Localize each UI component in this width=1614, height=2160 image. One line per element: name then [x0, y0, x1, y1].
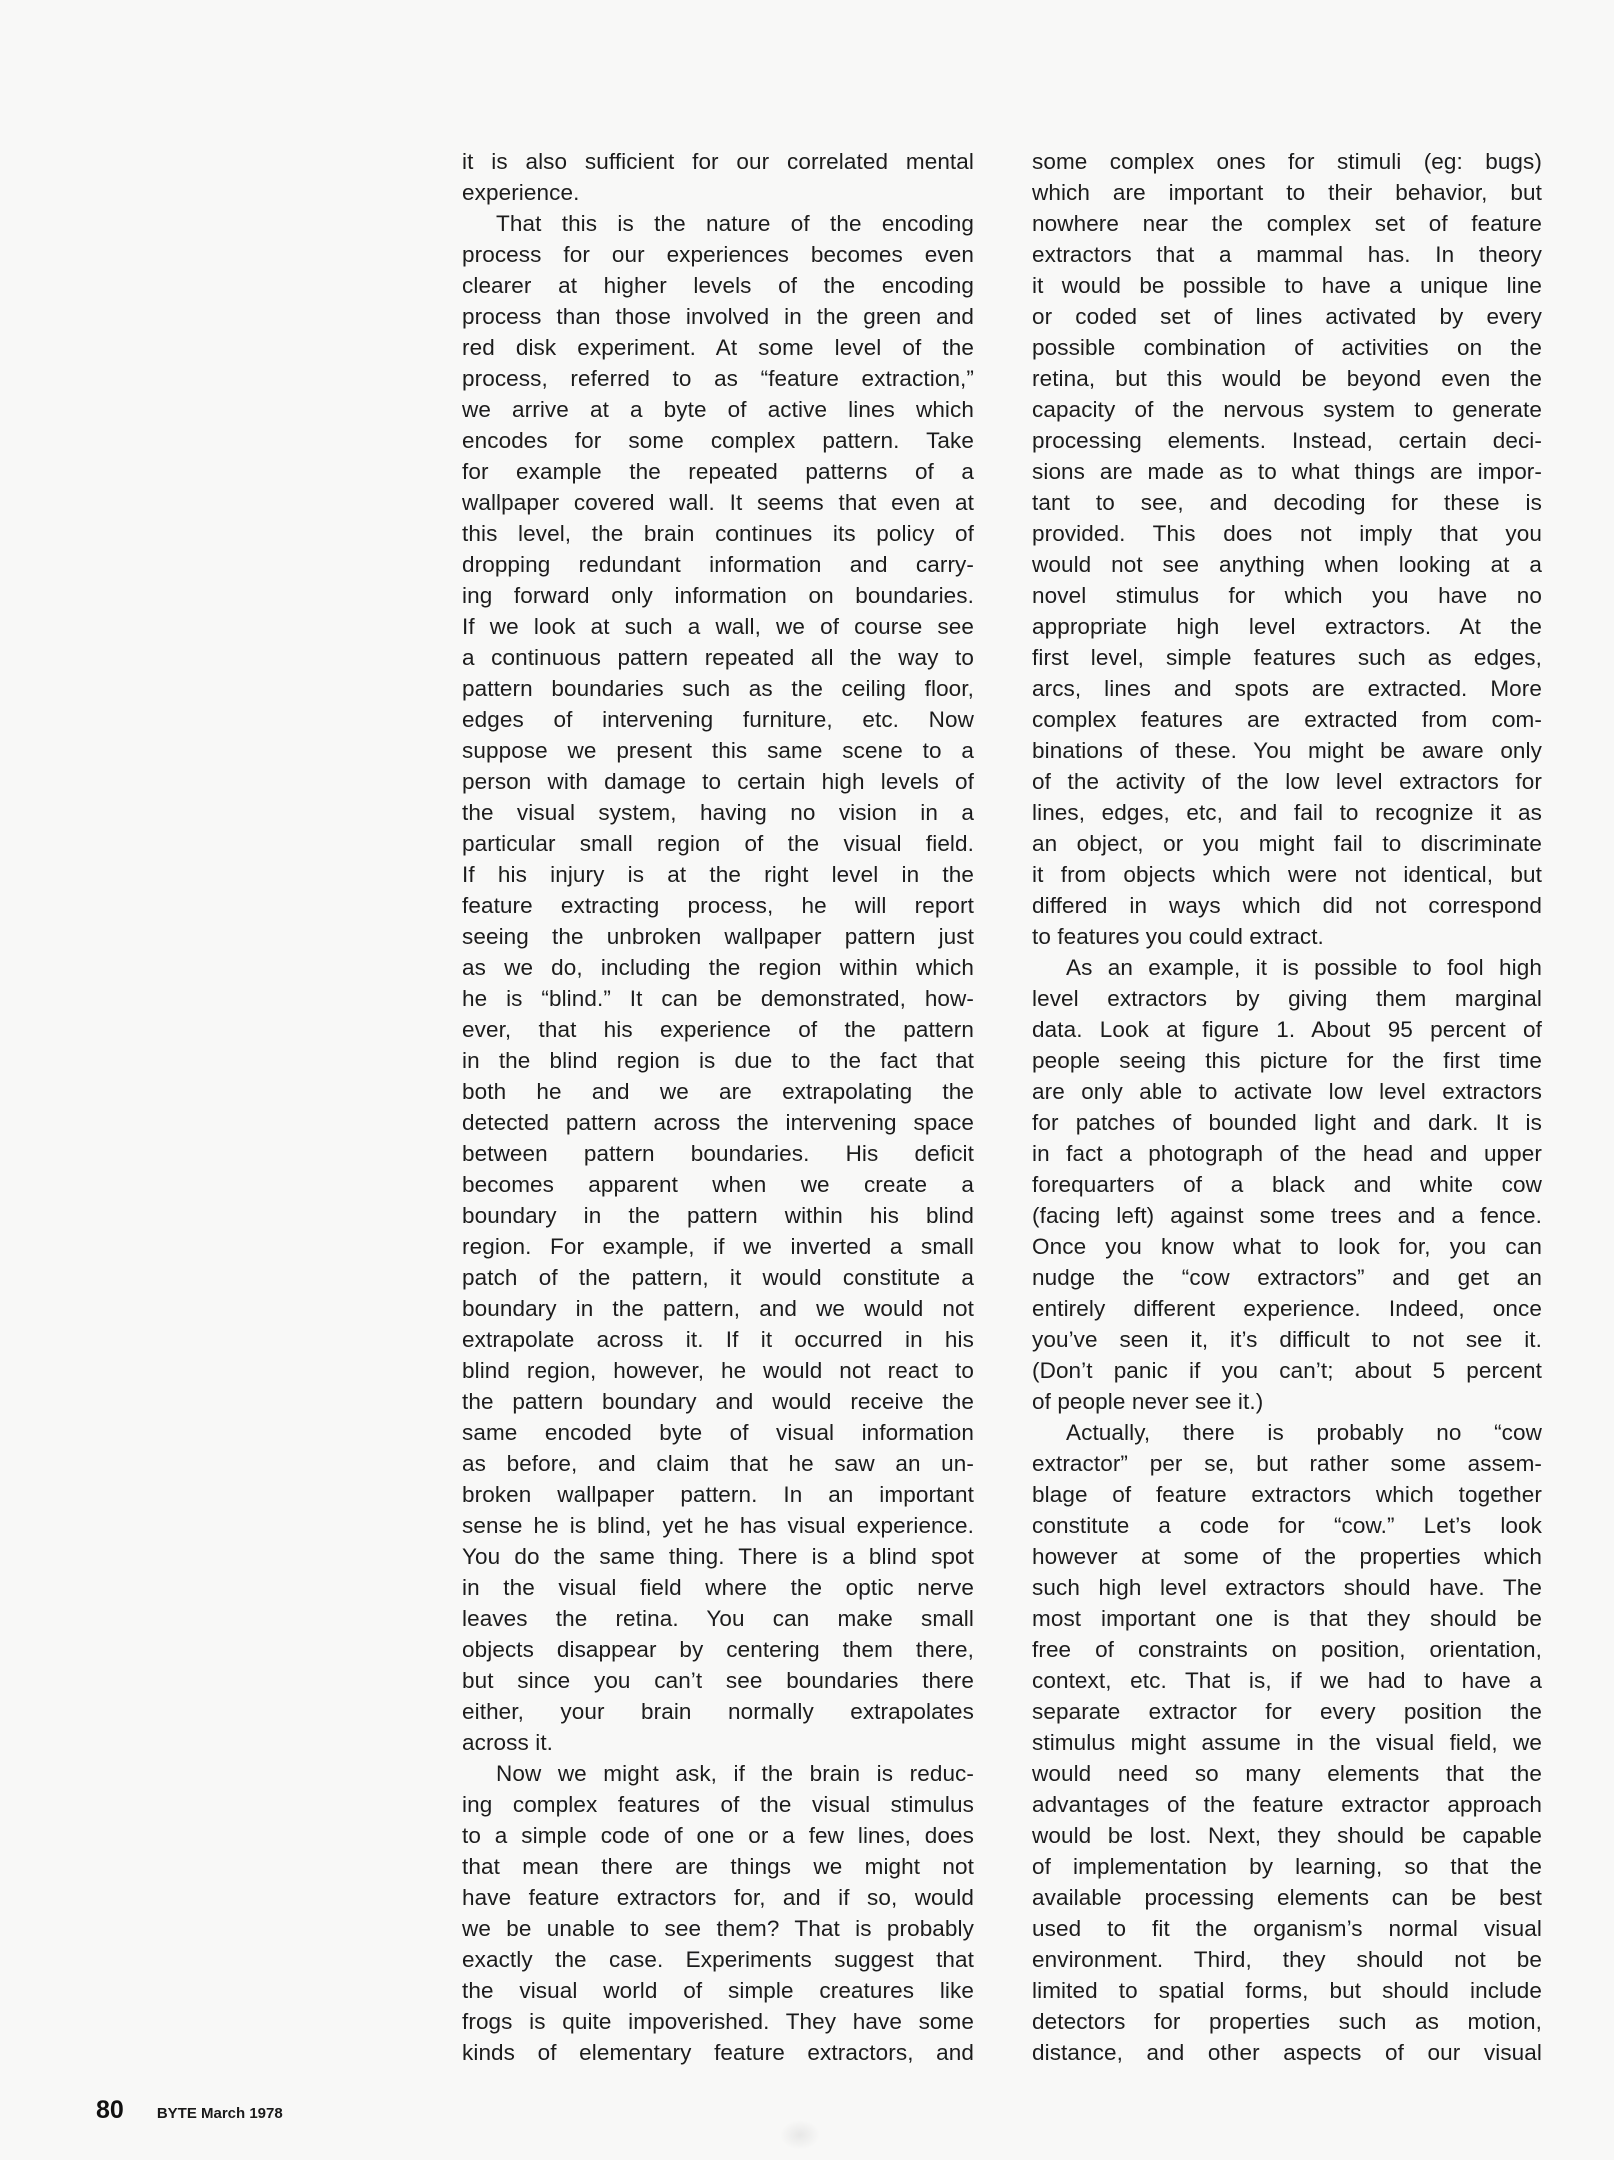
text-line: processing elements. Instead, certain deci- — [1032, 428, 1542, 453]
text-line: this level, the brain continues its policy of — [462, 521, 974, 546]
text-line: retina, but this would be beyond even the — [1032, 366, 1542, 391]
text-column-right — [1032, 146, 1542, 2068]
text-line: separate extractor for every position the — [1032, 1699, 1542, 1724]
text-line: sions are made as to what things are impor- — [1032, 459, 1542, 484]
text-line: the pattern boundary and would receive the — [462, 1389, 974, 1414]
text-line: As an example, it is possible to fool high — [1066, 955, 1542, 980]
text-line: it is also sufficient for our correlated mental — [462, 149, 974, 174]
text-line: for patches of bounded light and dark. It is — [1032, 1110, 1542, 1135]
text-line: If his injury is at the right level in the — [462, 862, 974, 887]
text-line: of the activity of the low level extractors for — [1032, 769, 1542, 794]
text-column-left — [462, 146, 974, 2068]
text-line: binations of these. You might be aware only — [1032, 738, 1542, 763]
text-line: particular small region of the visual field. — [462, 831, 974, 856]
text-line: context, etc. That is, if we had to have a — [1032, 1668, 1542, 1693]
text-line: you’ve seen it, it’s difficult to not see it. — [1032, 1327, 1542, 1352]
text-line: capacity of the nervous system to generate — [1032, 397, 1542, 422]
text-line: same encoded byte of visual information — [462, 1420, 974, 1445]
text-line: Actually, there is probably no “cow — [1066, 1420, 1542, 1445]
text-line: blind region, however, he would not react to — [462, 1358, 974, 1383]
text-line: detectors for properties such as motion, — [1032, 2009, 1542, 2034]
text-line: of people never see it.) — [1032, 1389, 1264, 1414]
text-line: level extractors by giving them marginal — [1032, 986, 1542, 1011]
text-line: the visual world of simple creatures like — [462, 1978, 974, 2003]
text-line: most important one is that they should be — [1032, 1606, 1542, 1631]
page-number: 80 — [96, 2096, 124, 2124]
text-line: differed in ways which did not correspond — [1032, 893, 1542, 918]
text-line: You do the same thing. There is a blind spot — [462, 1544, 974, 1569]
text-line: available processing elements can be best — [1032, 1885, 1542, 1910]
text-line: we arrive at a byte of active lines which — [462, 397, 974, 422]
text-line: dropping redundant information and carry- — [462, 552, 974, 577]
text-line: lines, edges, etc, and fail to recognize it as — [1032, 800, 1542, 825]
text-line: exactly the case. Experiments suggest that — [462, 1947, 974, 1972]
text-line: as before, and claim that he saw an un- — [462, 1451, 974, 1476]
text-line: (facing left) against some trees and a fence. — [1032, 1203, 1542, 1228]
text-line: across it. — [462, 1730, 554, 1755]
text-line: which are important to their behavior, but — [1032, 180, 1542, 205]
text-line: process than those involved in the green and — [462, 304, 974, 329]
text-line: are only able to activate low level extractors — [1032, 1079, 1542, 1104]
text-line: in the blind region is due to the fact that — [462, 1048, 974, 1073]
text-line: have feature extractors for, and if so, would — [462, 1885, 974, 1910]
text-line: pattern boundaries such as the ceiling floor, — [462, 676, 974, 701]
text-line: feature extracting process, he will report — [462, 893, 974, 918]
text-line: detected pattern across the intervening space — [462, 1110, 974, 1135]
text-line: ever, that his experience of the pattern — [462, 1017, 974, 1042]
text-line: experience. — [462, 180, 580, 205]
text-line: free of constraints on position, orientation, — [1032, 1637, 1542, 1662]
text-line: broken wallpaper pattern. In an important — [462, 1482, 974, 1507]
text-line: would be lost. Next, they should be capable — [1032, 1823, 1542, 1848]
text-line: constitute a code for “cow.” Let’s look — [1032, 1513, 1542, 1538]
text-line: boundary in the pattern, and we would not — [462, 1296, 974, 1321]
text-line: it from objects which were not identical, but — [1032, 862, 1542, 887]
text-line: extractor” per se, but rather some assem- — [1032, 1451, 1542, 1476]
text-line: nudge the “cow extractors” and get an — [1032, 1265, 1542, 1290]
text-line: provided. This does not imply that you — [1032, 521, 1542, 546]
text-line: process, referred to as “feature extraction,” — [462, 366, 974, 391]
text-line: an object, or you might fail to discriminate — [1032, 831, 1542, 856]
text-line: for example the repeated patterns of a — [462, 459, 974, 484]
text-line: sense he is blind, yet he has visual experience. — [462, 1513, 974, 1538]
text-line: to a simple code of one or a few lines, does — [462, 1823, 974, 1848]
publication-info: BYTE March 1978 — [156, 2105, 283, 2122]
text-line: tant to see, and decoding for these is — [1032, 490, 1542, 515]
text-line: between pattern boundaries. His deficit — [462, 1141, 974, 1166]
text-line: process for our experiences becomes even — [462, 242, 974, 267]
text-line: Now we might ask, if the brain is reduc- — [496, 1761, 974, 1786]
text-line: ing forward only information on boundaries. — [462, 583, 974, 608]
text-line: it would be possible to have a unique line — [1032, 273, 1542, 298]
text-line: in fact a photograph of the head and upper — [1032, 1141, 1542, 1166]
text-line: edges of intervening furniture, etc. Now — [462, 707, 974, 732]
text-line: environment. Third, they should not be — [1032, 1947, 1542, 1972]
text-line: would need so many elements that the — [1032, 1761, 1542, 1786]
text-line: encodes for some complex pattern. Take — [462, 428, 974, 453]
page-footer — [96, 2096, 283, 2125]
text-line: he is “blind.” It can be demonstrated, how- — [462, 986, 974, 1011]
text-line: frogs is quite impoverished. They have some — [462, 2009, 974, 2034]
text-line: complex features are extracted from com- — [1032, 707, 1542, 732]
text-line: however at some of the properties which — [1032, 1544, 1542, 1569]
text-line: either, your brain normally extrapolates — [462, 1699, 974, 1724]
text-line: red disk experiment. At some level of the — [462, 335, 974, 360]
text-line: of implementation by learning, so that the — [1032, 1854, 1542, 1879]
text-line: or coded set of lines activated by every — [1032, 304, 1542, 329]
text-line: advantages of the feature extractor approach — [1032, 1792, 1542, 1817]
text-line: kinds of elementary feature extractors, and — [462, 2040, 974, 2065]
text-line: extrapolate across it. If it occurred in his — [462, 1327, 974, 1352]
text-line: seeing the unbroken wallpaper pattern just — [462, 924, 974, 949]
text-line: blage of feature extractors which together — [1032, 1482, 1542, 1507]
text-line: boundary in the pattern within his blind — [462, 1203, 974, 1228]
text-line: ing complex features of the visual stimulus — [462, 1792, 974, 1817]
text-line: a continuous pattern repeated all the way to — [462, 645, 974, 670]
scan-smudge — [780, 2120, 820, 2150]
text-line: but since you can’t see boundaries there — [462, 1668, 974, 1693]
text-line: (Don’t panic if you can’t; about 5 percent — [1032, 1358, 1542, 1383]
text-line: person with damage to certain high levels of — [462, 769, 974, 794]
text-line: becomes apparent when we create a — [462, 1172, 974, 1197]
text-line: in the visual field where the optic nerve — [462, 1575, 974, 1600]
text-line: wallpaper covered wall. It seems that even at — [462, 490, 974, 515]
text-line: arcs, lines and spots are extracted. More — [1032, 676, 1542, 701]
text-line: the visual system, having no vision in a — [462, 800, 974, 825]
text-line: limited to spatial forms, but should include — [1032, 1978, 1542, 2003]
text-line: used to fit the organism’s normal visual — [1032, 1916, 1542, 1941]
text-line: possible combination of activities on the — [1032, 335, 1542, 360]
text-line: suppose we present this same scene to a — [462, 738, 974, 763]
text-line: entirely different experience. Indeed, once — [1032, 1296, 1542, 1321]
text-line: to features you could extract. — [1032, 924, 1324, 949]
text-line: some complex ones for stimuli (eg: bugs) — [1032, 149, 1542, 174]
text-line: that mean there are things we might not — [462, 1854, 974, 1879]
text-line: first level, simple features such as edges, — [1032, 645, 1542, 670]
text-line: we be unable to see them? That is probably — [462, 1916, 974, 1941]
text-line: nowhere near the complex set of feature — [1032, 211, 1542, 236]
text-line: would not see anything when looking at a — [1032, 552, 1542, 577]
text-line: data. Look at figure 1. About 95 percent of — [1032, 1017, 1542, 1042]
text-line: region. For example, if we inverted a small — [462, 1234, 974, 1259]
text-line: extractors that a mammal has. In theory — [1032, 242, 1542, 267]
text-line: leaves the retina. You can make small — [462, 1606, 974, 1631]
text-line: appropriate high level extractors. At the — [1032, 614, 1542, 639]
text-line: patch of the pattern, it would constitute a — [462, 1265, 974, 1290]
text-line: stimulus might assume in the visual field, we — [1032, 1730, 1542, 1755]
text-line: novel stimulus for which you have no — [1032, 583, 1542, 608]
text-line: objects disappear by centering them there, — [462, 1637, 974, 1662]
text-line: forequarters of a black and white cow — [1032, 1172, 1542, 1197]
text-line: such high level extractors should have. The — [1032, 1575, 1542, 1600]
text-line: distance, and other aspects of our visual — [1032, 2040, 1542, 2065]
text-line: people seeing this picture for the first time — [1032, 1048, 1542, 1073]
text-line: If we look at such a wall, we of course see — [462, 614, 974, 639]
text-line: both he and we are extrapolating the — [462, 1079, 974, 1104]
text-line: as we do, including the region within which — [462, 955, 974, 980]
text-line: clearer at higher levels of the encoding — [462, 273, 974, 298]
text-line: That this is the nature of the encoding — [496, 211, 974, 236]
text-line: Once you know what to look for, you can — [1032, 1234, 1542, 1259]
